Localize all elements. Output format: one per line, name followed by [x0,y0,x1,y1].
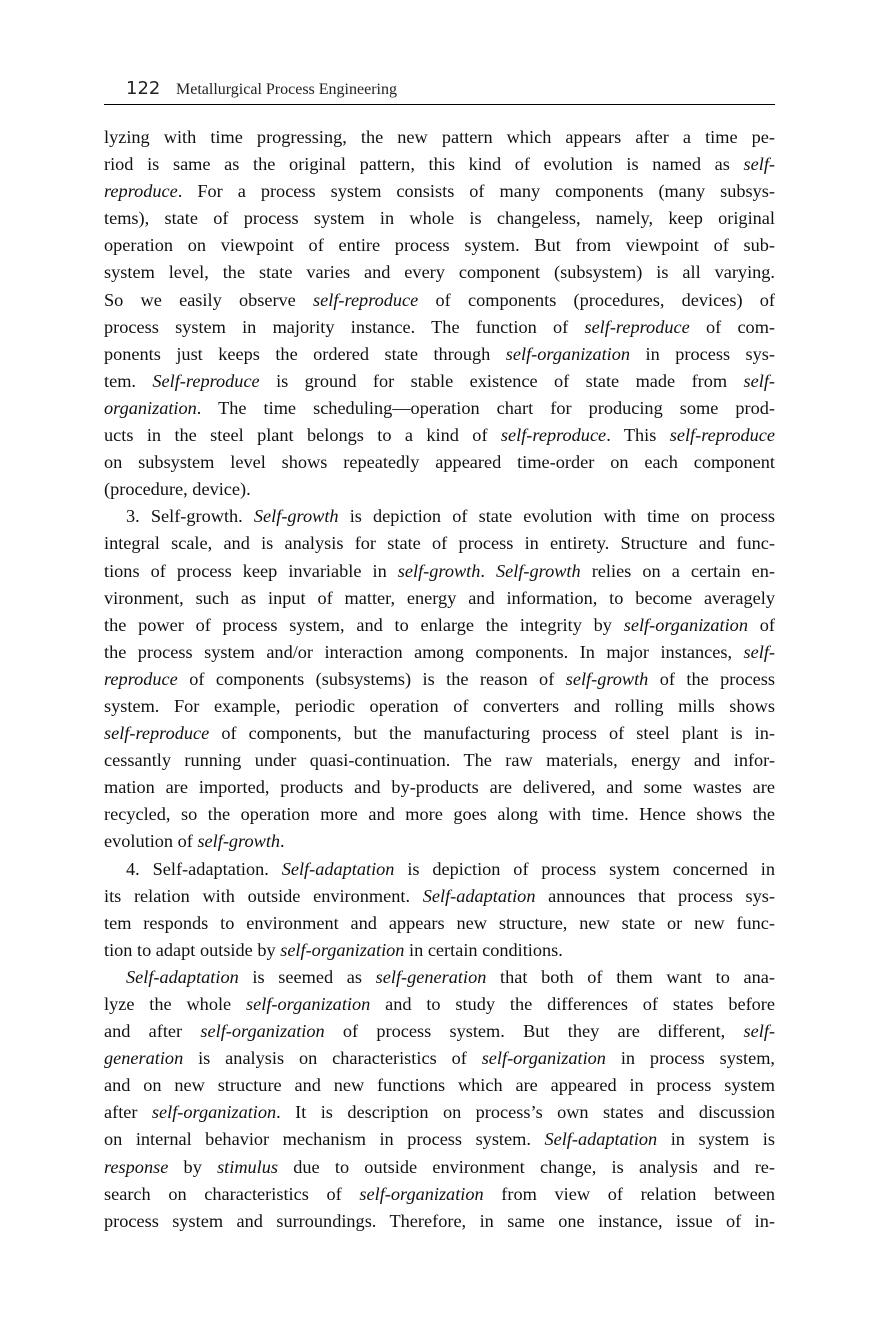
text-line: generation is analysis on characteristics of self-organization in process system, [104,1048,775,1069]
body-text [104,124,775,1235]
text-line: the power of process system, and to enlarge the integrity by self-organization of [104,614,775,635]
running-header [104,78,775,105]
text-line: process system in majority instance. The function of self-reproduce of com- [104,316,776,337]
text-line: tem responds to environment and appears new structure, new state or new func- [104,912,775,933]
text-line: 3. Self-growth. Self-growth is depiction of state evolution with time on process [126,506,775,527]
text-line: operation on viewpoint of entire process system. But from viewpoint of sub- [104,235,775,256]
text-line: ucts in the steel plant belongs to a kind of self-reproduce. This self-reproduce [104,425,775,446]
text-line: tem. Self-reproduce is ground for stable existence of state made from self- [104,370,775,391]
page-number: 122 [126,78,161,99]
text-line: lyze the whole self-organization and to study the differences of states before [104,994,776,1014]
text-line: evolution of self-growth. [104,831,285,852]
text-line: and on new structure and new functions which are appeared in process system [104,1075,775,1096]
text-line: Self-adaptation is seemed as self-generation that both of them want to ana- [126,966,775,987]
text-line: the process system and/or interaction among components. In major instances, self- [104,641,775,662]
text-line: on internal behavior mechanism in process system. Self-adaptation in system is [104,1129,775,1150]
text-line: ponents just keeps the ordered state through self-organization in process sys- [104,343,775,364]
text-line: tems), state of process system in whole is changeless, namely, keep original [104,208,775,229]
text-line: cessantly running under quasi-continuation. The raw materials, energy and infor- [104,750,775,771]
text-line: response by stimulus due to outside environment change, is analysis and re- [104,1156,775,1177]
text-line: reproduce of components (subsystems) is the reason of self-growth of the process [104,668,775,689]
text-line: (procedure, device). [104,479,251,500]
text-line: and after self-organization of process system. But they are different, self- [104,1021,775,1042]
text-line: process system and surroundings. Therefore, in same one instance, issue of in- [104,1210,775,1231]
text-line: lyzing with time progressing, the new pattern which appears after a time pe- [104,127,775,147]
text-line: mation are imported, products and by-products are delivered, and some wastes are [104,777,775,798]
text-line: recycled, so the operation more and more goes along with time. Hence shows the [104,804,775,825]
text-line: tion to adapt outside by self-organization in certain conditions. [104,939,563,960]
text-line: self-reproduce of components, but the manufacturing process of steel plant is in- [104,723,775,744]
text-line: search on characteristics of self-organization from view of relation between [104,1183,775,1204]
text-line: So we easily observe self-reproduce of components (procedures, devices) of [104,289,775,310]
text-line: after self-organization. It is description on process’s own states and discussion [104,1102,776,1123]
text-line: riod is same as the original pattern, this kind of evolution is named as self- [104,154,775,175]
text-line: organization. The time scheduling—operation chart for producing some prod- [104,397,775,418]
text-line: 4. Self-adaptation. Self-adaptation is depiction of process system concerned in [126,858,775,879]
text-line: integral scale, and is analysis for state of process in entirety. Structure and func- [104,533,775,554]
text-line: on subsystem level shows repeatedly appeared time-order on each component [104,452,775,473]
text-line: tions of process keep invariable in self-growth. Self-growth relies on a certain en- [104,560,775,581]
running-title: Metallurgical Process Engineering [176,81,397,98]
text-line: reproduce. For a process system consists of many components (many subsys- [104,181,775,202]
text-line: vironment, such as input of matter, energy and information, to become averagely [104,587,775,608]
text-line: system. For example, periodic operation of converters and rolling mills shows [104,695,775,716]
text-line: system level, the state varies and every component (subsystem) is all varying. [104,262,775,283]
text-line: its relation with outside environment. Self-adaptation announces that process sys- [104,885,775,906]
